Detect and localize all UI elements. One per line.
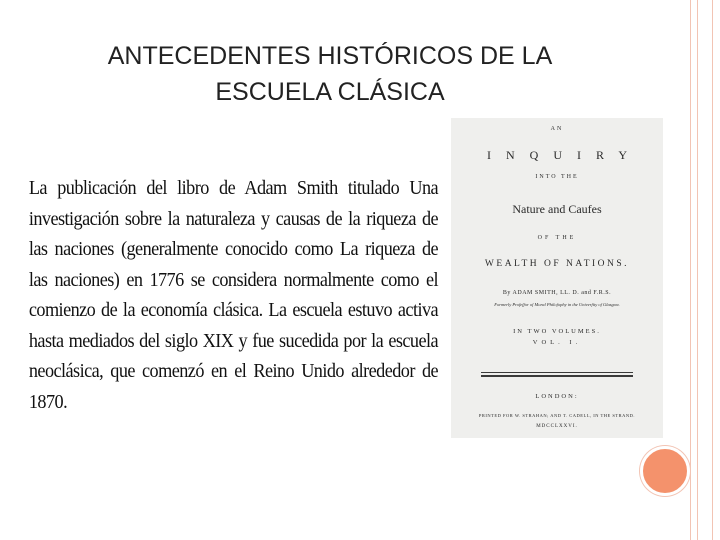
book-volume: VOL. I. <box>532 339 582 346</box>
book-london: LONDON: <box>535 393 579 400</box>
book-author-line: By ADAM SMITH, LL. D. and F.R.S. <box>502 290 612 296</box>
slide-title-line-1: ANTECEDENTES HISTÓRICOS DE LA <box>107 42 553 70</box>
slide-title <box>40 38 620 110</box>
book-divider <box>481 375 633 377</box>
book-nature-causes: Nature and Caufes <box>512 202 602 216</box>
book-in-two-volumes: IN TWO VOLUMES. <box>513 328 601 335</box>
book-wealth-of-nations: WEALTH OF NATIONS. <box>484 259 630 269</box>
book-title-page-image <box>451 118 663 438</box>
slide-title-line-2: ESCUELA CLÁSICA <box>215 78 445 106</box>
excerpt-image <box>27 170 439 413</box>
book-printer: PRINTED FOR W. STRAHAN; AND T. CADELL, IN THE STRAND. <box>478 413 636 418</box>
decorative-rule <box>690 0 691 540</box>
book-inquiry: INQUIRY <box>487 148 642 162</box>
book-author-credentials: Formerly Profeffor of Moral Philofophy in the Univerfity of Glasgow. <box>494 302 620 307</box>
book-of-the: OF THE <box>537 235 577 241</box>
decorative-rule <box>697 0 698 540</box>
decorative-circle-icon <box>640 446 690 496</box>
book-year: MDCCLXXVI. <box>536 424 578 429</box>
book-an: AN <box>550 126 564 132</box>
book-into-the: INTO THE <box>535 174 579 180</box>
book-divider <box>481 372 633 373</box>
decorative-rule <box>712 0 713 540</box>
excerpt-text: La publicación del libro de Adam Smith titulado Una investigación sobre la naturaleza y causas de la riqueza de las naciones (generalmente conocido como La riqueza de las naciones) en 1776 se considera normalmente como el comienzo de la economía clásica. La escuela estuvo activa hasta mediados del siglo XIX y fue sucedida por la escuela neoclásica, que comenzó en el Reino Unido alrededor de 1870. <box>28 178 439 413</box>
